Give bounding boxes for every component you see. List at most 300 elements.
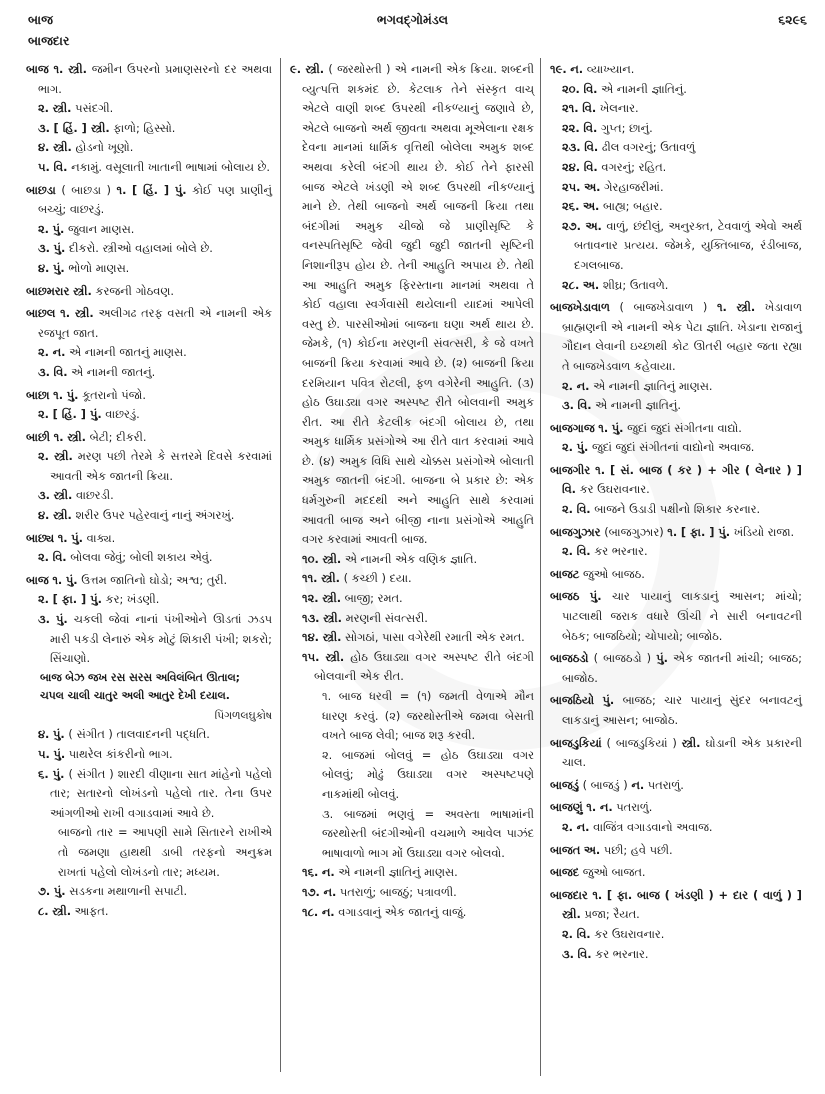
headword: બાછા [26, 387, 50, 402]
sense-line [38, 745, 272, 765]
sense-line [38, 99, 272, 119]
sense-line [550, 863, 802, 883]
grammar-label: સ્ત્રી. [53, 449, 73, 464]
grammar-label: વિ. [582, 101, 597, 116]
idiom-note: ૧. બાજ ધરવી = (૧) જમતી વેળાએ મૌન ધારણ કરવું. (૨) જરથોસ્તીએ જમવા બેસતી વખતે બાજ લેવી; બાજ શરૂ કરવી. [322, 689, 534, 743]
sense-line [562, 818, 802, 838]
definition-text: વાક્ય. [86, 530, 116, 545]
definition-text: કરજની ગોઠવણ. [95, 283, 174, 298]
sense-line [550, 798, 802, 818]
definition-text: ( જરથોસ્તી ) એ નામની એક ક્રિયા. શબ્દની વ્યુત્પત્તિ શકમંદ છે. કેટલાક તેને સંસ્કૃત વાચ્ એટલે વાણી શબ્દ ઉપરથી નીકળ્યાનું જણાવે છે, એટલે બાજનો અર્થ જીવતા અથવા મૂએલાના રક્ષક દેવના માનમાં ધાર્મિક વૃત્તિથી બોલેલા અમુક શબ્દ અથવા કરેલી બંદગી થાય છે. કોઈ તેને ફારસી બાજ એટલે ખંડણી એ શબ્દ ઉપરથી નીકળ્યાનું માને છે. તેથી બાજનો અર્થ બાજની ક્રિયા તથા બંદગીમાં અમુક ચીજો જે પ્રાણીસૃષ્ટિ કે વનસ્પતિસૃષ્ટિ જેવી જુદી જુદી જાતની સૃષ્ટિની નિશાનીરૂપ હોય છે. તેની આહુતિ અપાય છે. તેથી આ આહુતિ અમુક ફિરસ્તાના માનમાં અથવા તે કોઈ વહાલા સ્વર્ગવાસી થયેલાની યાદમાં આપેલી વસ્તુ છે. પારસીઓમાં બાજના ઘણા અર્થ થાય છે. જેમકે, (૧) કોઈના મરણની સંવત્સરી, કે જે વખતે બાજની ક્રિયા કરવામાં આવે છે. (૨) બાજની ક્રિયા દરમિયાન પવિત્ર રોટલી, ફળ વગેરેની આહુતિ. (૩) હોઠ ઉઘાડ્યા વગર અસ્પષ્ટ રીતે બોલવાની અમુક રીત. આ રીતે કેટલીક બંદગી બોલાય છે, તથા અમુક ધાર્મિક પ્રસંગોએ આ રીતે વાત કરવામાં આવે છે. (૪) અમુક વિધિ સાથે ચોક્કસ પ્રસંગોએ બોલાતી અમુક જાતની બંદગી. બાજના બે પ્રકાર છે: એક ધર્મગુરુની મદદથી અને આહુતિ સાથે કરવામાં આવતી બાજ અને બીજી નાના પ્રસંગોએ આહુતિ વગર કરવામાં આવતી બાજ. [302, 62, 534, 547]
definition-text: ( સંગીત ) શારદી વીણાના સાત માંહેનો પહેલો તાર; સતારનો લોખંડનો પહેલો તાર. તેના ઉપર આંગળીઓ રાખી વગાડવામાં આવે છે. [50, 766, 273, 820]
definition-text: પ્રજા; રૈયત. [584, 907, 640, 922]
sense-line [38, 548, 272, 568]
headword-group [550, 888, 588, 902]
dictionary-entry [26, 282, 272, 302]
dictionary-entry [550, 798, 802, 837]
grammar-label: વિ. [584, 140, 599, 155]
variant-spelling: ( બાછડા ) [61, 182, 111, 197]
headword: બાજ [26, 572, 49, 587]
sense-line [302, 648, 534, 687]
definition-text: સડકના મથાળાની સપાટી. [69, 884, 188, 899]
sense-number: ૨. [38, 345, 50, 360]
grammar-label: પું. [52, 766, 65, 781]
sense-number: ૩. [38, 488, 50, 503]
definition-text: પછી; હવે પછી. [603, 842, 673, 857]
definition-text: જુઓ બાજઠ. [582, 566, 645, 581]
sense-line [562, 542, 802, 562]
sense-line [550, 841, 802, 861]
sense-number: ૧૨. [302, 591, 319, 606]
sense-number: ૭. [38, 884, 51, 899]
right-guide-word: બાજદાર [28, 33, 70, 48]
headword: બાજઠડો [550, 651, 589, 666]
headword-group [26, 284, 69, 298]
grammar-label: સ્ત્રી. [323, 610, 342, 625]
page-number: ૬૨૯૬ [778, 12, 807, 27]
sense-number: ૬. [38, 766, 49, 781]
sense-line [562, 925, 802, 945]
headword-group [26, 573, 49, 587]
sense-line [562, 80, 802, 100]
sense-number: ૨. [562, 544, 574, 559]
definition-text: ખેલનાર. [599, 101, 639, 116]
definition-text: એ નામની એક વણિક જ્ઞાતિ. [344, 551, 478, 566]
sense-number: ૨૩. [562, 140, 581, 155]
grammar-label: સ્ત્રી. [325, 649, 345, 664]
sense-line [38, 119, 272, 139]
sense-number: ૨૭. [562, 218, 581, 233]
dictionary-entry [550, 863, 802, 883]
dictionary-entry [26, 181, 272, 279]
headword-group [550, 800, 583, 814]
sense-number: ૨. [38, 592, 50, 607]
headword-group [550, 567, 579, 581]
grammar-label: સ્ત્રી. [52, 101, 72, 116]
headword: બાજદ [550, 865, 580, 880]
headword-group [26, 388, 50, 402]
grammar-label: સ્ત્રી. [52, 903, 72, 918]
sense-line [562, 158, 802, 178]
sense-number: ૧. [53, 387, 64, 402]
headword-group [26, 62, 49, 76]
quotation-line: બાજ બેઝ જખ રસ સરસ અવિલંબિત ઊતાલ; [40, 670, 240, 684]
definition-text: પતરાળું. [647, 777, 684, 792]
variant-spelling: ( બાજડું ) [582, 777, 628, 792]
sense-line [38, 138, 272, 158]
sense-line [38, 447, 272, 486]
grammar-label: ન. [599, 800, 613, 815]
sense-line [38, 259, 272, 279]
sense-number: ૧૦. [302, 551, 319, 566]
grammar-label: પું. [71, 530, 83, 545]
definition-text: કર ભરનાર. [594, 544, 648, 559]
dictionary-entry [550, 419, 802, 458]
definition-text: સોગઠાં, પાસા વગેરેથી રમાતી એક રમત. [345, 630, 525, 645]
definition-text: બેટી; દીકરી. [89, 429, 147, 444]
grammar-label: ન. [323, 884, 337, 899]
dictionary-entry [26, 304, 272, 382]
grammar-label: સ્ત્રી. [74, 306, 94, 321]
definition-text: બાજને ઉડાડી પક્ષીનો શિકાર કરનાર. [594, 502, 761, 517]
sense-number: ૧૧. [302, 571, 318, 586]
sense-number: ૧. [52, 572, 63, 587]
headword: બાછલ [26, 306, 56, 321]
sense-line [38, 610, 272, 669]
sense-number: ૨. [562, 926, 574, 941]
grammar-label: વિ. [577, 398, 592, 413]
grammar-label: પું. [53, 747, 66, 761]
grammar-label: પું. [53, 260, 65, 275]
column-divider [280, 58, 281, 1072]
grammar-label: [ હિં. ] પું. [52, 407, 102, 422]
sense-line [562, 500, 802, 520]
sense-line [38, 486, 272, 506]
sense-number: ૧૬. [302, 865, 319, 880]
sense-number: ૧. [595, 462, 606, 477]
grammar-label: પું. [589, 589, 602, 604]
column-divider [540, 58, 541, 1076]
definition-text: શીઘ્ર; ઉતાવળે. [602, 277, 669, 292]
definition-text: જુઓ બાજત. [582, 865, 646, 880]
sense-line [550, 649, 802, 688]
definition-text: ( કચ્છી ) દયા. [343, 571, 412, 586]
sense-number: ૧. [592, 887, 603, 902]
definition-text: શરીર ઉપર પહેરવાનું નાનું અંગરખું. [75, 508, 235, 523]
sense-line [38, 506, 272, 526]
sense-number: ૨. [38, 221, 50, 236]
grammar-label: વિ. [52, 550, 67, 565]
quotation-line: ચપલ ચાલી ચાતુર અલી આતુર દેખી દયાલ. [40, 689, 230, 703]
sense-number: ૨૨. [562, 120, 580, 135]
definition-text: નકામું. વસૂલાતી ખાતાની ભાષામાં બોલાય છે. [71, 159, 270, 174]
sense-number: ૩. [38, 120, 50, 135]
sense-line [38, 590, 272, 610]
definition-text: બાહ્ય; બહાર. [603, 199, 663, 214]
definition-text: એ નામની જ્ઞાતિનું. [601, 81, 687, 96]
definition-text: વાળું, છંદીલું, અનુરક્ત, ટેવવાળું એવો અર્થ બતાવનાર પ્રત્યય. જેમકે, યુક્તિબાજ, રંડીબાજ, દગલબાજ. [574, 218, 802, 272]
sense-number: ૩. [38, 612, 50, 627]
sense-line [38, 363, 272, 383]
sense-number: ૧૩. [302, 610, 320, 625]
grammar-label: વિ. [53, 364, 68, 379]
headword-group [550, 865, 579, 879]
sense-number: ૧. [586, 800, 597, 815]
definition-text: કર ભરનાર. [595, 946, 649, 961]
definition-text: વગાડવાનું એક જાતનું વાજું. [338, 904, 467, 919]
sense-number: ૧. [53, 429, 64, 444]
headword-group [550, 463, 590, 477]
grammar-label: વિ. [53, 159, 68, 174]
grammar-label: સ્ત્રી. [321, 571, 340, 586]
grammar-label: પું. [602, 693, 615, 708]
sense-line [26, 304, 272, 343]
sense-number: ૧૫. [302, 649, 320, 664]
grammar-label: સ્ત્રી. [681, 735, 701, 750]
grammar-label: ન. [631, 777, 645, 792]
grammar-label: [ સં. બાજ ( કર ) + ગીર ( લેનાર ) ] વિ. [562, 462, 803, 497]
variant-spelling: ( બાજઠડો ) [593, 651, 652, 666]
definition-text: મરણ પછી તેરમે કે સત્તરમે દિવસે કરવામાં આવતી એક જાતની ક્રિયા. [50, 449, 273, 483]
headword: બાજદાર [550, 887, 588, 902]
headword: બાછ્ય [26, 530, 55, 545]
sense-line [562, 99, 802, 119]
sense-number: ૫. [38, 159, 50, 174]
definition-text: ઘોડાની એક પ્રકારની ચાલ. [562, 735, 802, 770]
grammar-label: સ્ત્રી. [322, 630, 342, 645]
definition-text: ગુપ્ત; છાનું. [600, 120, 653, 135]
sense-number: ૨૪. [562, 159, 581, 174]
sense-line [38, 220, 272, 240]
grammar-label: સ્ત્રી. [305, 62, 325, 76]
definition-text: ફાળો; હિસ્સો. [113, 120, 176, 135]
sense-number: ૧. [57, 530, 68, 545]
variant-spelling: ( બાજડુકિયાં ) [606, 735, 677, 750]
headword: બાજગીર [550, 462, 591, 477]
headword-group [550, 651, 651, 665]
definition-text: પસંદગી. [75, 101, 114, 116]
definition-text: એક જાતની માંચી; બાજઠ; બાજોઠ. [562, 651, 802, 685]
definition-text: ખંડિયો રાજા. [733, 524, 795, 539]
sense-number: ૧. [716, 300, 727, 315]
sense-number: ૧. [53, 62, 64, 76]
sense-line [38, 882, 272, 902]
grammar-label: પું. [52, 221, 65, 236]
grammar-label: ન. [321, 865, 335, 880]
grammar-label: સ્ત્રી. [68, 62, 87, 76]
sense-number: ૨. [562, 819, 574, 834]
grammar-label: અ. [585, 218, 602, 233]
headword-group [550, 589, 579, 603]
sense-number: ૨૫. [562, 179, 581, 194]
dictionary-entry [550, 523, 802, 562]
definition-text: એ નામની જાતનું માણસ. [69, 345, 187, 360]
sense-line [302, 863, 534, 883]
definition-text: ( સંગીત ) તાલવાદનની પદ્ધતિ. [68, 727, 210, 742]
definition-text: ચકલી જેવાં નાનાં પંખીઓને ઊડતાં ઝડપ મારી પકડી લેનારું એક મોટું શિકારી પંખી; શકરો; સિંચાણો. [50, 612, 272, 666]
definition-text: બોલવા જેવું; બોલી શકાય એવું. [70, 550, 213, 565]
dictionary-entry [550, 886, 802, 964]
sense-number: ૨. [38, 101, 50, 116]
sense-line [302, 883, 534, 903]
dictionary-entry [550, 298, 802, 416]
headword-group [26, 306, 55, 320]
headword: બાજઠ [550, 589, 580, 604]
sense-number: ૧. [667, 524, 678, 539]
headword-group [550, 778, 628, 792]
definition-text: જુદાં જુદાં સંગીતના વાદ્યો. [627, 420, 742, 435]
definition-text: કોઈ પણ પ્રાણીનું બચ્ચું; વાછરડું. [38, 182, 273, 217]
sense-line [550, 419, 802, 439]
dictionary-entry [26, 571, 272, 922]
sense-line [26, 386, 272, 406]
dictionary-entry [550, 691, 802, 730]
grammar-label: વિ. [576, 544, 591, 559]
sense-number: ૧૭. [302, 884, 320, 899]
definition-text: એ નામની જ્ઞાતિનું માણસ. [593, 378, 713, 393]
sense-number: ૧૮. [302, 904, 319, 919]
dictionary-entry [550, 841, 802, 861]
sense-line [562, 178, 802, 198]
sense-line [302, 628, 534, 648]
idiom-note: ૨. બાજમાં બોલવું = હોઠ ઉઘાડ્યા વગર બોલવું; મોઢું ઉઘાડ્યા વગર અસ્પષ્ટપણે નાકમાંથી બોલવું. [322, 747, 534, 801]
quotation-source: પિંગળલઘુકોષ [214, 708, 272, 722]
definition-text: એ નામની જ્ઞાતિનું માણસ. [338, 865, 458, 880]
headword-group [550, 736, 677, 750]
definition-text: જુદાં જુદાં સંગીતનાં વાદ્યોનો અવાજ. [592, 440, 755, 455]
dictionary-entry [550, 587, 802, 646]
grammar-label: પું. [65, 572, 78, 587]
sense-line [38, 239, 272, 259]
left-guide-word: બાજ [28, 12, 53, 27]
sense-line [26, 60, 272, 99]
definition-text: દીકરો. સ્ત્રીઓ વહાલમાં બોલે છે. [68, 241, 213, 256]
definition-text: જમીન ઉપરનો પ્રમાણસરનો દર અથવા ભાગ. [38, 62, 272, 96]
sense-line [26, 428, 272, 448]
grammar-label: [ ફા. ] પું. [680, 524, 731, 539]
sense-number: ૧૯. [550, 62, 567, 76]
definition-text: અલીગઢ તરફ વસતી એ નામની એક રજપૂત જાત. [38, 306, 273, 340]
sense-line [562, 396, 802, 416]
sense-number: ૨. [562, 378, 574, 393]
sense-line [38, 405, 272, 425]
grammar-label: સ્ત્રી. [72, 283, 92, 298]
definition-text: મરણની સંવત્સરી. [345, 610, 428, 625]
grammar-label: અ. [584, 179, 601, 194]
grammar-label: પું. [576, 440, 589, 455]
grammar-label: પું. [611, 420, 624, 435]
sense-line [550, 587, 802, 646]
sense-line [562, 377, 802, 397]
definition-text: પતરાળું; બાજઠું; પત્રાવળી. [339, 884, 457, 899]
sense-number: ૧. [60, 306, 71, 321]
dictionary-entry [550, 649, 802, 688]
grammar-label: વિ. [576, 926, 591, 941]
definition-text: પતરાળું. [616, 800, 653, 815]
grammar-label: [ ફા. બાજ ( ખંડણી ) + દાર ( વાળું ) ] સ્ત્રી. [562, 887, 803, 922]
dictionary-entry [550, 776, 802, 796]
definition-text: પાથરેલ કાંકરીનો ભાગ. [68, 747, 173, 761]
grammar-label: સ્ત્રી. [736, 300, 756, 315]
dictionary-entry [26, 386, 272, 425]
headword-group [550, 421, 595, 435]
definition-text: કૂતરાનો પંજો. [82, 387, 146, 402]
definition-text: કર ઉઘરાવનાર. [579, 482, 650, 497]
sense-number: ૨૬. [562, 199, 580, 214]
definition-text: ઢીલ વગરનું; ઉતાવળું [601, 140, 696, 155]
dictionary-entry [26, 529, 272, 568]
sense-number: ૮. [38, 903, 49, 918]
headword-group [550, 843, 580, 857]
headword: બાછમરાર [26, 283, 70, 298]
sense-line [562, 217, 802, 276]
dictionary-entry [290, 60, 534, 922]
headword: બાજણું [550, 800, 583, 815]
definition-text: હોઠ ઉઘાડ્યા વગર અસ્પષ્ટ રીતે બંદગી બોલવાની એક રીત. [314, 649, 535, 684]
column-2 [290, 60, 534, 925]
sense-line [26, 529, 272, 549]
page-title: ભગવદ્ગોમંડલ [376, 12, 449, 27]
definition-text: વાછરડું. [105, 407, 140, 422]
grammar-label: સ્ત્રી. [53, 508, 72, 523]
sense-line [562, 197, 802, 217]
sense-number: ૨. [38, 407, 50, 422]
sense-number: ૩. [38, 364, 50, 379]
headword-group [550, 300, 707, 314]
headword-group [26, 430, 50, 444]
definition-text: ઉત્તમ જાતિનો ઘોડો; અશ્વ; તુરી. [81, 572, 228, 587]
sense-number: ૧. [598, 420, 609, 435]
sense-number: ૪. [38, 260, 50, 275]
sense-line [302, 609, 534, 629]
grammar-label: પું. [53, 884, 66, 899]
definition-text: જુવાન માણસ. [68, 221, 135, 236]
column-1 [26, 60, 272, 924]
sense-line [562, 276, 802, 296]
sense-line [302, 903, 534, 923]
grammar-label: ન. [321, 904, 335, 919]
sense-line [550, 60, 802, 80]
headword-group [550, 525, 664, 539]
sense-line [562, 119, 802, 139]
headword: બાછડા [26, 182, 56, 197]
sense-line [38, 765, 272, 824]
definition-text: ચાર પાયાનું લાકડાનું આસન; માંચો; પાટલાથી જરાક વધારે ઊંચી ને સારી બનાવટની બેઠક; બાજઠિયો; ચોપાયો; બાજોઠ. [562, 589, 802, 643]
sense-number: ૯. [290, 62, 302, 76]
sense-line [38, 158, 272, 178]
sense-number: ૨. [562, 440, 574, 455]
definition-text: વાછરડી. [75, 488, 114, 503]
definition-text: વ્યાખ્યાન. [586, 62, 635, 76]
grammar-label: ન. [576, 819, 590, 834]
headword-group [26, 183, 111, 197]
definition-text: ખેડાવાળ બ્રાહ્મણની એ નામની એક પેટા જ્ઞાતિ. ખેડાના રાજાનું ગૌદાન લેવાની ઇચ્છાથી કોટ ઊતરી બહાર જતા રહ્યા તે બાજખેડવાળ કહેવાયા. [562, 300, 802, 373]
sense-number: ૪. [38, 727, 50, 742]
sense-line [562, 438, 802, 458]
definition-text: એ નામની જ્ઞાતિનું. [595, 398, 681, 413]
sense-line [302, 569, 534, 589]
sense-line [550, 691, 802, 730]
definition-text: વગરનું; રહિત. [601, 159, 667, 174]
grammar-label: વિ. [577, 946, 592, 961]
sense-line [550, 734, 802, 773]
definition-text: ગેરહાજરીમાં. [604, 179, 664, 194]
definition-text: બાજી; રમત. [344, 591, 403, 606]
definition-text: એ નામની જાતનું. [71, 364, 156, 379]
grammar-label: અ. [583, 199, 600, 214]
sense-number: ૧૪. [302, 630, 319, 645]
headword-group [26, 531, 54, 545]
sense-line [550, 523, 802, 543]
sense-number: ૨૮. [562, 277, 580, 292]
headword: બાજટ [550, 566, 580, 581]
sense-line [302, 589, 534, 609]
usage-note: બાજનો તાર = આપણી સામે સિતારને રાખીએ તો જમણા હાથથી ડાબી તરફનો અનુક્રમ રાખતાં પહેલો લોખંડનો તાર; મધ્યમ. [58, 825, 272, 879]
sense-line [550, 461, 802, 500]
sense-number: ૨. [38, 550, 50, 565]
grammar-label: અ. [583, 842, 601, 857]
column-3 [550, 60, 802, 967]
grammar-label: ન. [576, 378, 590, 393]
headword: બાજઠિયો [550, 693, 595, 708]
headword: બાજ [26, 62, 49, 76]
grammar-label: સ્ત્રી. [53, 488, 73, 503]
headword-group [550, 693, 594, 707]
dictionary-entry [550, 461, 802, 520]
headword: બાજડું [550, 777, 579, 792]
grammar-label: ન. [52, 345, 66, 360]
dictionary-entry [26, 428, 272, 526]
